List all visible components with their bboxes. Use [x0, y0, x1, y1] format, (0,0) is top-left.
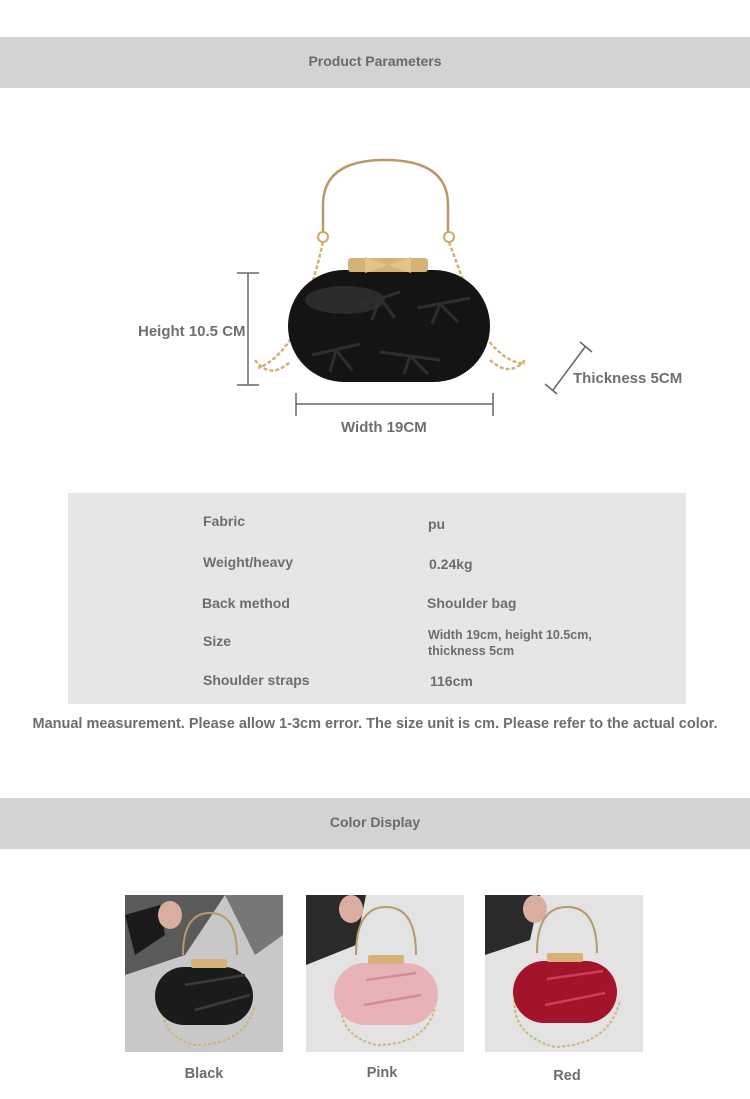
- thickness-label: Thickness 5CM: [573, 370, 683, 387]
- param-value-fabric: pu: [428, 516, 446, 532]
- section-title-colors: Color Display: [329, 814, 421, 830]
- param-label-shoulder-straps: Shoulder straps: [203, 672, 310, 688]
- color-swatch-black[interactable]: [125, 895, 283, 1052]
- color-swatch-pink[interactable]: [306, 895, 464, 1052]
- color-label-red: Red: [553, 1068, 581, 1084]
- param-value-back-method: Shoulder bag: [427, 595, 517, 611]
- color-swatch-red[interactable]: [485, 895, 643, 1052]
- bag-body: [288, 270, 490, 382]
- param-label-size: Size: [203, 633, 232, 649]
- param-value-weight: 0.24kg: [429, 556, 473, 572]
- param-label-back-method: Back method: [202, 595, 290, 611]
- section-title-parameters: Product Parameters: [308, 53, 442, 69]
- measurement-note: Manual measurement. Please allow 1-3cm error. The size unit is cm. Please refer to the actual color.: [32, 716, 718, 732]
- param-label-fabric: Fabric: [203, 513, 246, 529]
- parameters-table: [68, 493, 686, 704]
- color-label-black: Black: [184, 1066, 224, 1082]
- param-value-size: Width 19cm, height 10.5cm, thickness 5cm: [428, 628, 592, 658]
- bag-handle: [323, 160, 448, 232]
- width-label: Width 19CM: [341, 419, 427, 436]
- param-value-shoulder-straps: 116cm: [430, 673, 473, 689]
- height-label: Height 10.5 CM: [138, 323, 246, 340]
- product-dimension-illustration: [0, 150, 750, 450]
- param-label-weight: Weight/heavy: [203, 554, 293, 570]
- color-label-pink: Pink: [366, 1065, 398, 1081]
